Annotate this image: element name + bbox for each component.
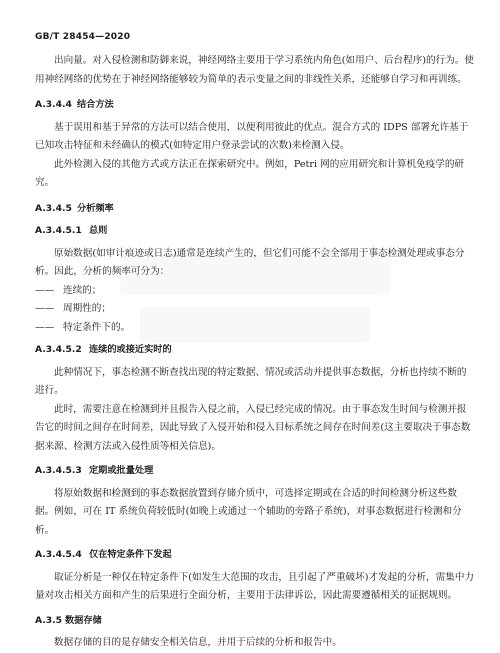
section-number: A.3.4.5.1 [35,225,82,236]
section-a3-4-4-heading [35,96,475,115]
dash-mark: —— [35,321,55,333]
section-a3-4-5-1-heading [35,222,475,241]
paragraph: 将原始数据和检测到的事态数据放置到存储介质中，可选择定期或在合适的时间检测分析这些数据。例如，可在 IT 系统负荷较低时(如晚上或通过一个辅助的旁路子系统)，对事态数据进行检测和分析。 [35,487,462,536]
list-item [35,282,475,301]
section-number: A.3.4.5.4 [35,549,82,560]
section-number: A.3.4.5.2 [35,344,82,355]
list-item-text: 连续的； [63,284,102,296]
section-title: 分析频率 [77,202,114,214]
section-a3-5-heading [35,612,475,631]
list-item [35,300,475,319]
dash-mark: —— [35,303,55,314]
list-item [35,319,475,338]
paragraph: 取证分析是一种仅在特定条件下(如发生大范围的攻击，且引起了严重破坏)才发起的分析，需集中力量对攻击相关方面和产生的后果进行全面分析，主要用于法律诉讼，因此需要遵循相关的证据规则。 [35,571,475,601]
section-a3-4-5-4-heading [35,546,475,565]
paragraph: 此种情况下，事态检测不断查找出现的特定数据、情况或活动并提供事态数据，分析也持续不断的进行。 [35,366,467,396]
section-number: A.3.5 [35,614,63,626]
list-item-text: 周期性的； [63,303,111,314]
dash-mark: —— [35,284,55,296]
section-title: 定期或批量处理 [89,465,154,476]
paragraph: 原始数据(如审计痕迹或日志)通常是连续产生的，但它们可能不会全部用于事态检测处理或事态分析。因此，分析的频率可分为： [35,247,465,277]
section-a3-4-5-heading [35,200,475,219]
list-item-text: 特定条件下的。 [63,321,131,333]
section-number: A.3.4.5 [35,202,72,214]
section-title: 连续的或接近实时的 [89,344,172,355]
paragraph: 数据存储的目的是存储安全相关信息，并用于后续的分析和报告中。 [54,637,342,648]
document-header: GB/T 28454—2020 [35,32,131,42]
section-title: 结合方法 [77,99,114,110]
section-title: 数据存储 [65,614,102,626]
paragraph: 基于误用和基于异常的方法可以结合使用，以便利用彼此的优点。混合方式的 IDPS 部署允许基于已知攻击特征和未经确认的模式(如特定用户登录尝试的次数)来检测入侵。 [35,121,469,151]
section-title: 总则 [89,225,108,236]
document-body [35,52,475,653]
paragraph: 此时，需要注意在检测到并且报告入侵之前，入侵已经完成的情况。由于事态发生时间与检测并报告它的时间之间存在时间差，因此导致了入侵开始和侵入目标系统之间存在时间差(这主要取决于事态数据来源、检测方法或入侵性质等相关信息)。 [35,403,471,452]
section-number: A.3.4.4 [35,99,72,110]
section-a3-4-5-2-heading [35,341,475,360]
intro-paragraph: 出向量。对入侵检测和防御来说，神经网络主要用于学习系统内角色(如用户、后台程序)的行为。使用神经网络的优势在于神经网络能够较为简单的表示变量之间的非线性关系，还能够自学习和再训练。 [35,55,475,85]
section-number: A.3.4.5.3 [35,465,82,476]
section-a3-4-5-3-heading [35,462,475,481]
section-title: 仅在特定条件下发起 [89,549,172,560]
paragraph: 此外检测入侵的其他方式或方法正在探索研究中。例如，Petri 网的应用研究和计算机免疫学的研究。 [35,158,465,188]
